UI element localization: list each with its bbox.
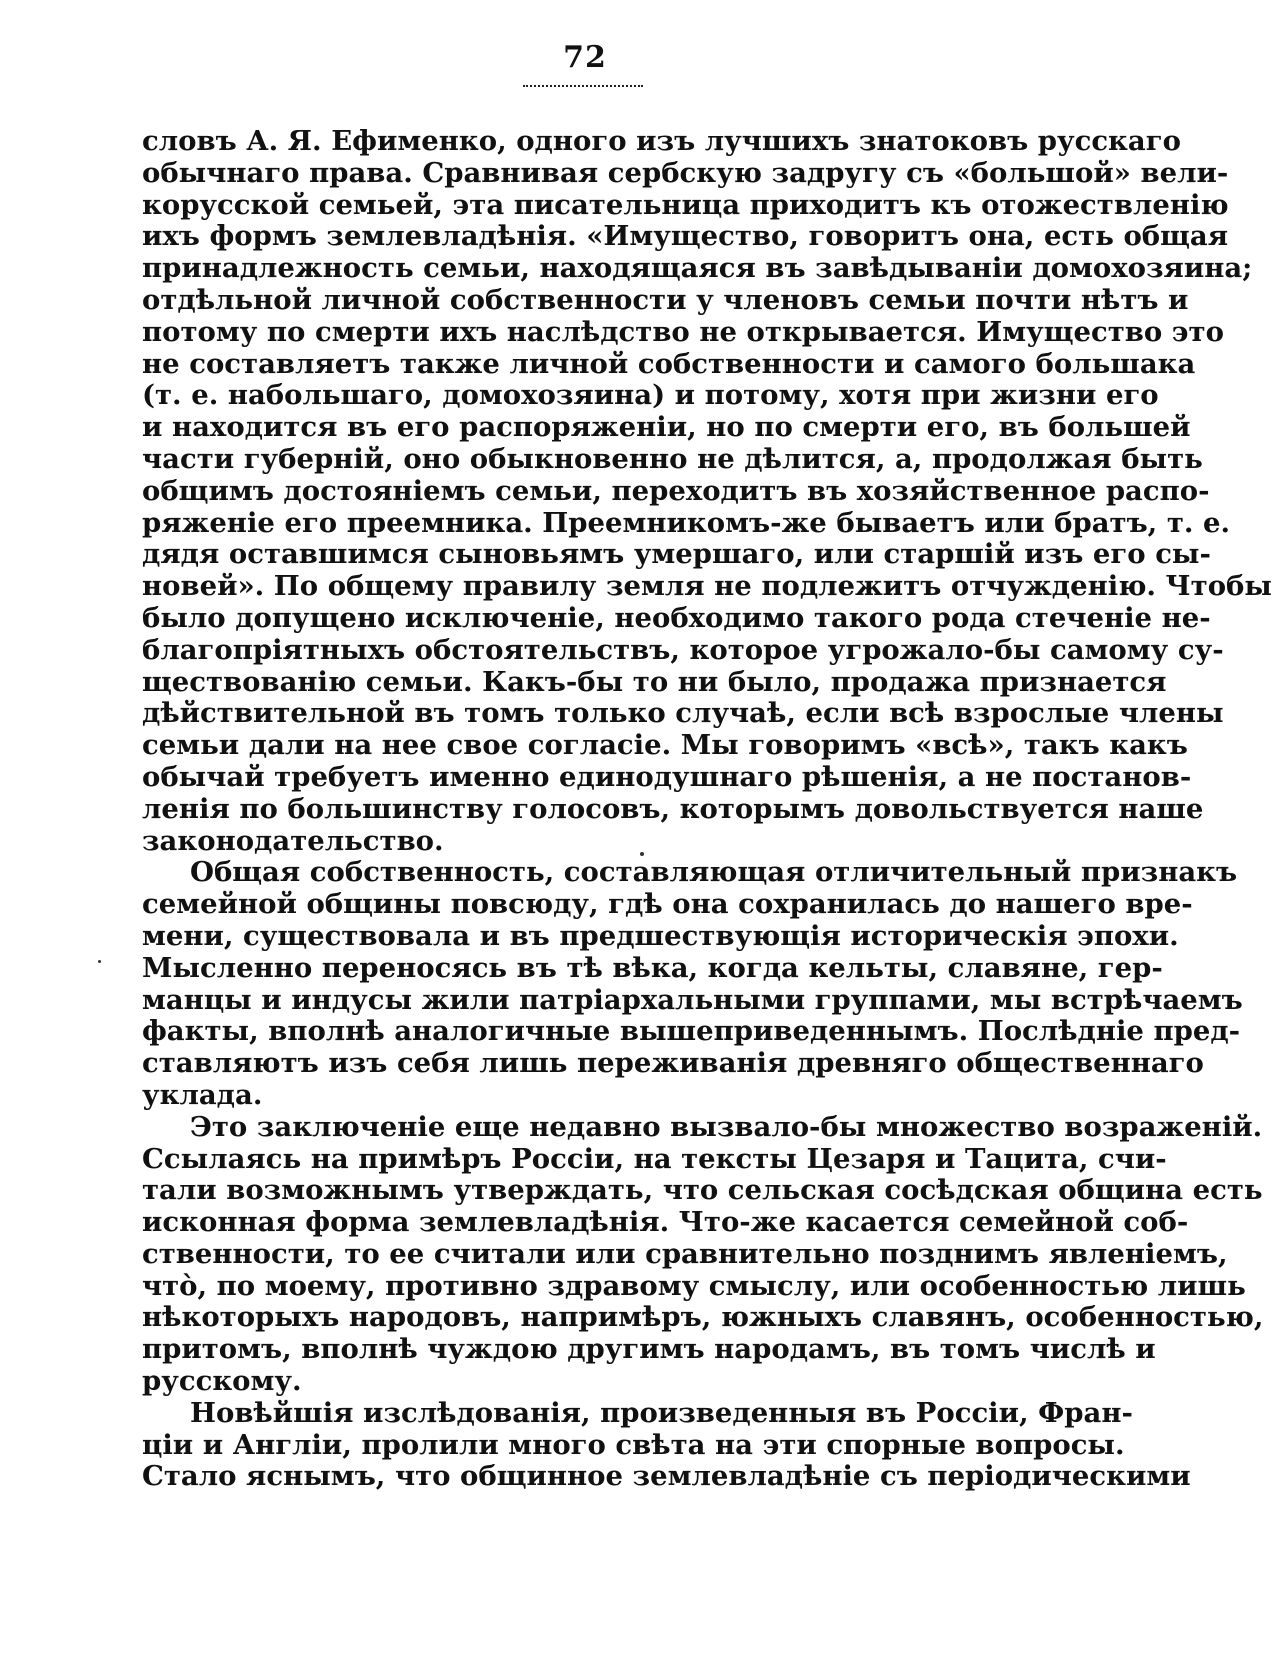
paragraph-end-line: русскому. (142, 1365, 302, 1398)
text-line: факты, вполнѣ аналогичные вышеприведеннымъ. Послѣдніе пред- (142, 1015, 1241, 1048)
text-line: Ссылаясь на примѣръ Россіи, на тексты Цезаря и Тацита, счи- (142, 1142, 1167, 1175)
text-line: отдѣльной личной собственности у членовъ семьи почти нѣтъ и (142, 283, 1189, 316)
paragraph-end-line: уклада. (142, 1078, 263, 1111)
text-line: нѣкоторыхъ народовъ, напримѣръ, южныхъ славянъ, особенностью, (142, 1301, 1264, 1334)
text-line: не составляетъ также личной собственности и самого большака (142, 347, 1196, 380)
page-number: 72 (563, 40, 607, 75)
text-line: мени, существовала и въ предшествующія историческія эпохи. (142, 919, 1179, 952)
text-line: дѣйствительной въ томъ только случаѣ, если всѣ взрослые члены (142, 697, 1224, 730)
text-line: семьи дали на нее свое согласіе. Мы говоримъ «всѣ», такъ какъ (142, 729, 1188, 762)
text-line: ществованію семьи. Какъ-бы то ни было, продажа признается (142, 665, 1167, 698)
text-line: Стало яснымъ, что общинное землевладѣніе съ періодическими (142, 1460, 1191, 1493)
paragraph-start-line: Новѣйшія изслѣдованія, произведенныя въ Россіи, Фран- (190, 1396, 1133, 1429)
print-speck (640, 852, 644, 856)
body-text (142, 125, 1272, 1493)
text-line: обычнаго права. Сравнивая сербскую задругу съ «большой» вели- (142, 156, 1229, 189)
text-line: исконная форма землевладѣнія. Что-же касается семейной соб- (142, 1206, 1189, 1239)
text-line: ціи и Англіи, пролили много свѣта на эти спорные вопросы. (142, 1428, 1125, 1461)
text-line: общимъ достояніемъ семьи, переходитъ въ хозяйственное распо- (142, 474, 1210, 507)
text-line: словъ А. Я. Ефименко, одного изъ лучшихъ знатоковъ русскаго (142, 125, 1181, 157)
print-speck (98, 960, 101, 963)
text-line: обычай требуетъ именно единодушнаго рѣшенія, а не постанов- (142, 760, 1192, 793)
text-line: ственности, то ее считали или сравнительно позднимъ явленіемъ, (142, 1237, 1228, 1270)
text-line: (т. е. набольшаго, домохозяина) и потому, хотя при жизни его (142, 379, 1159, 412)
text-line: ряженіе его преемника. Преемникомъ-же бываетъ или братъ, т. е. (142, 506, 1231, 539)
text-line: манцы и индусы жили патріархальными группами, мы встрѣчаемъ (142, 983, 1243, 1016)
text-line: благопріятныхъ обстоятельствъ, которое угрожало-бы самому су- (142, 633, 1224, 666)
text-line: ихъ формъ землевладѣнія. «Имущество, говоритъ она, есть общая (142, 220, 1229, 253)
text-line: части губерній, оно обыкновенно не дѣлится, а, продолжая быть (142, 442, 1203, 475)
text-line: принадлежность семьи, находящаяся въ завѣдываніи домохозяина; (142, 252, 1253, 285)
text-line: дядя оставшимся сыновьямъ умершаго, или старшій изъ его сы- (142, 538, 1211, 571)
text-line: ленія по большинству голосовъ, которымъ довольствуется наше (142, 792, 1204, 825)
text-line: Мысленно переносясь въ тѣ вѣка, когда кельты, славяне, гер- (142, 951, 1163, 984)
page-number-rule (523, 85, 643, 87)
paragraph-start-line: Общая собственность, составляющая отличительный признакъ (190, 856, 1238, 889)
text-line: тали возможнымъ утверждать, что сельская сосѣдская община есть (142, 1174, 1263, 1207)
text-line: корусской семьей, эта писательница приходитъ къ отожествленію (142, 188, 1229, 221)
text-line: потому по смерти ихъ наслѣдство не открывается. Имущество это (142, 315, 1224, 348)
text-line: семейной общины повсюду, гдѣ она сохранилась до нашего вре- (142, 888, 1193, 921)
paragraph-start-line: Это заключеніе еще недавно вызвало-бы множество возраженій. (190, 1110, 1263, 1143)
text-line: чтò, по моему, противно здравому смыслу, или особенностью лишь (142, 1269, 1246, 1302)
text-line: и находится въ его распоряженіи, но по смерти его, въ большей (142, 411, 1191, 444)
paragraph-end-line: законодательство. (142, 824, 444, 857)
text-line: новей». По общему правилу земля не подлежитъ отчужденію. Чтобы (142, 570, 1272, 603)
text-line: ставляютъ изъ себя лишь переживанія древняго общественнаго (142, 1047, 1204, 1080)
text-line: было допущено исключеніе, необходимо такого рода стеченіе не- (142, 601, 1211, 634)
text-line: притомъ, вполнѣ чуждою другимъ народамъ, въ томъ числѣ и (142, 1333, 1156, 1366)
